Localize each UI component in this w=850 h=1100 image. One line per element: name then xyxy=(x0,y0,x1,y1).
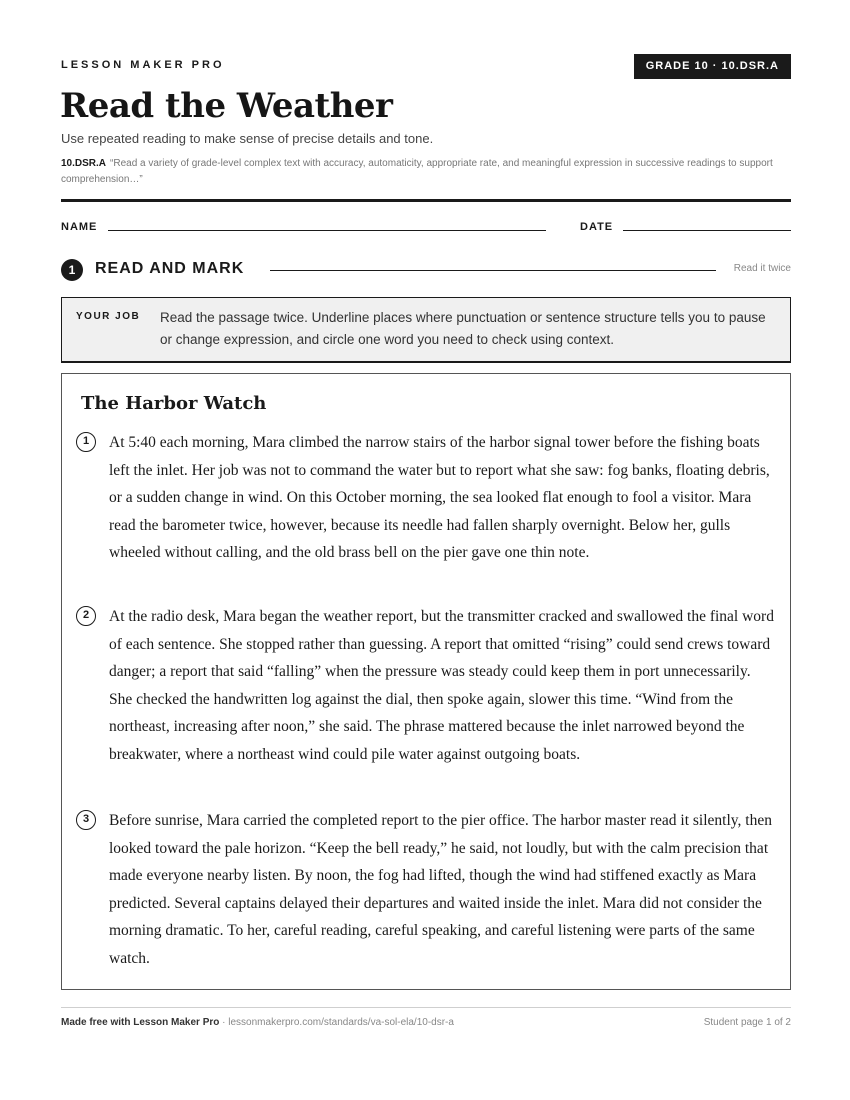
section-title: READ AND MARK xyxy=(95,260,245,277)
footer-credit xyxy=(61,1017,454,1028)
page-subtitle: Use repeated reading to make sense of precise details and tone. xyxy=(61,131,434,146)
standard-description xyxy=(61,156,791,188)
instructions-box xyxy=(61,297,791,363)
instructions-text: Read the passage twice. Underline places where punctuation or sentence structure tells you to pause or change expression, and circle one word you need to check using context. xyxy=(160,310,766,347)
paragraph-text: Before sunrise, Mara carried the completed report to the pier office. The harbor master read it silently, then looked toward the pale horizon. “Keep the bell ready,” he said, not loudly, but with the calm precision that made everyone nearby listen. By noon, the fog had lifted, though the wind had stiffened exactly as Mara predicted. Several captains delayed their departures and waited inside the inlet. Mara did not consider the morning dramatic. To her, careful reading, careful speaking, and careful listening were parts of the same watch. xyxy=(109,812,772,967)
page-title: Read the Weather xyxy=(60,86,393,126)
section-number-badge: 1 xyxy=(61,259,83,281)
paragraph-text: At the radio desk, Mara began the weather report, but the transmitter cracked and swallowed the final word of each sentence. She stopped rather than guessing. A report that omitted “rising” could send crews toward danger; a report that said “falling” when the pressure was steady could keep them in port unnecessarily. She checked the handwritten log against the dial, then spoke again, slower this time. “Wind from the northeast, increasing after noon,” she said. The phrase mattered because the inlet narrowed beyond the breakwater, where a northeast wind could pile water against outgoing boats. xyxy=(109,608,774,763)
footer-made-with: Made free with Lesson Maker Pro xyxy=(61,1017,220,1028)
section-rule xyxy=(270,270,716,271)
footer-url: · lessonmakerpro.com/standards/va-sol-ela/10-dsr-a xyxy=(219,1017,454,1028)
paragraph-number: 1 xyxy=(76,432,96,452)
paragraph-number: 2 xyxy=(76,606,96,626)
paragraph-number: 3 xyxy=(76,810,96,830)
standard-code: 10.DSR.A xyxy=(61,158,107,169)
page-header xyxy=(61,54,791,79)
instructions-label: YOUR JOB xyxy=(76,311,141,322)
standard-text: “Read a variety of grade-level complex text with accuracy, automaticity, appropriate rate, and meaningful expression in successive readings to support comprehension…” xyxy=(61,158,773,185)
date-label: DATE xyxy=(580,221,614,233)
passage-title: The Harbor Watch xyxy=(81,393,267,414)
footer-page-number: Student page 1 of 2 xyxy=(703,1017,791,1028)
brand-name: LESSON MAKER PRO xyxy=(61,59,225,71)
paragraph-text: At 5:40 each morning, Mara climbed the narrow stairs of the harbor signal tower before the fishing boats left the inlet. Her job was not to command the water but to report what she saw: fog banks, floating debris, or a sudden change in wind. On this October morning, the sea looked flat enough to fool a visitor. Mara read the barometer twice, however, because its needle had fallen sharply overnight. Below her, gulls wheeled without calling, and the old brass bell on the pier gave one thin note. xyxy=(109,434,770,562)
passage-box xyxy=(61,373,791,990)
footer-divider xyxy=(61,1007,791,1008)
header-divider xyxy=(61,199,791,202)
section-header xyxy=(61,258,791,282)
name-label: NAME xyxy=(61,221,98,233)
date-field[interactable] xyxy=(623,230,791,231)
name-field[interactable] xyxy=(108,230,546,231)
section-note: Read it twice xyxy=(733,263,791,274)
grade-badge: GRADE 10 · 10.DSR.A xyxy=(634,54,791,79)
